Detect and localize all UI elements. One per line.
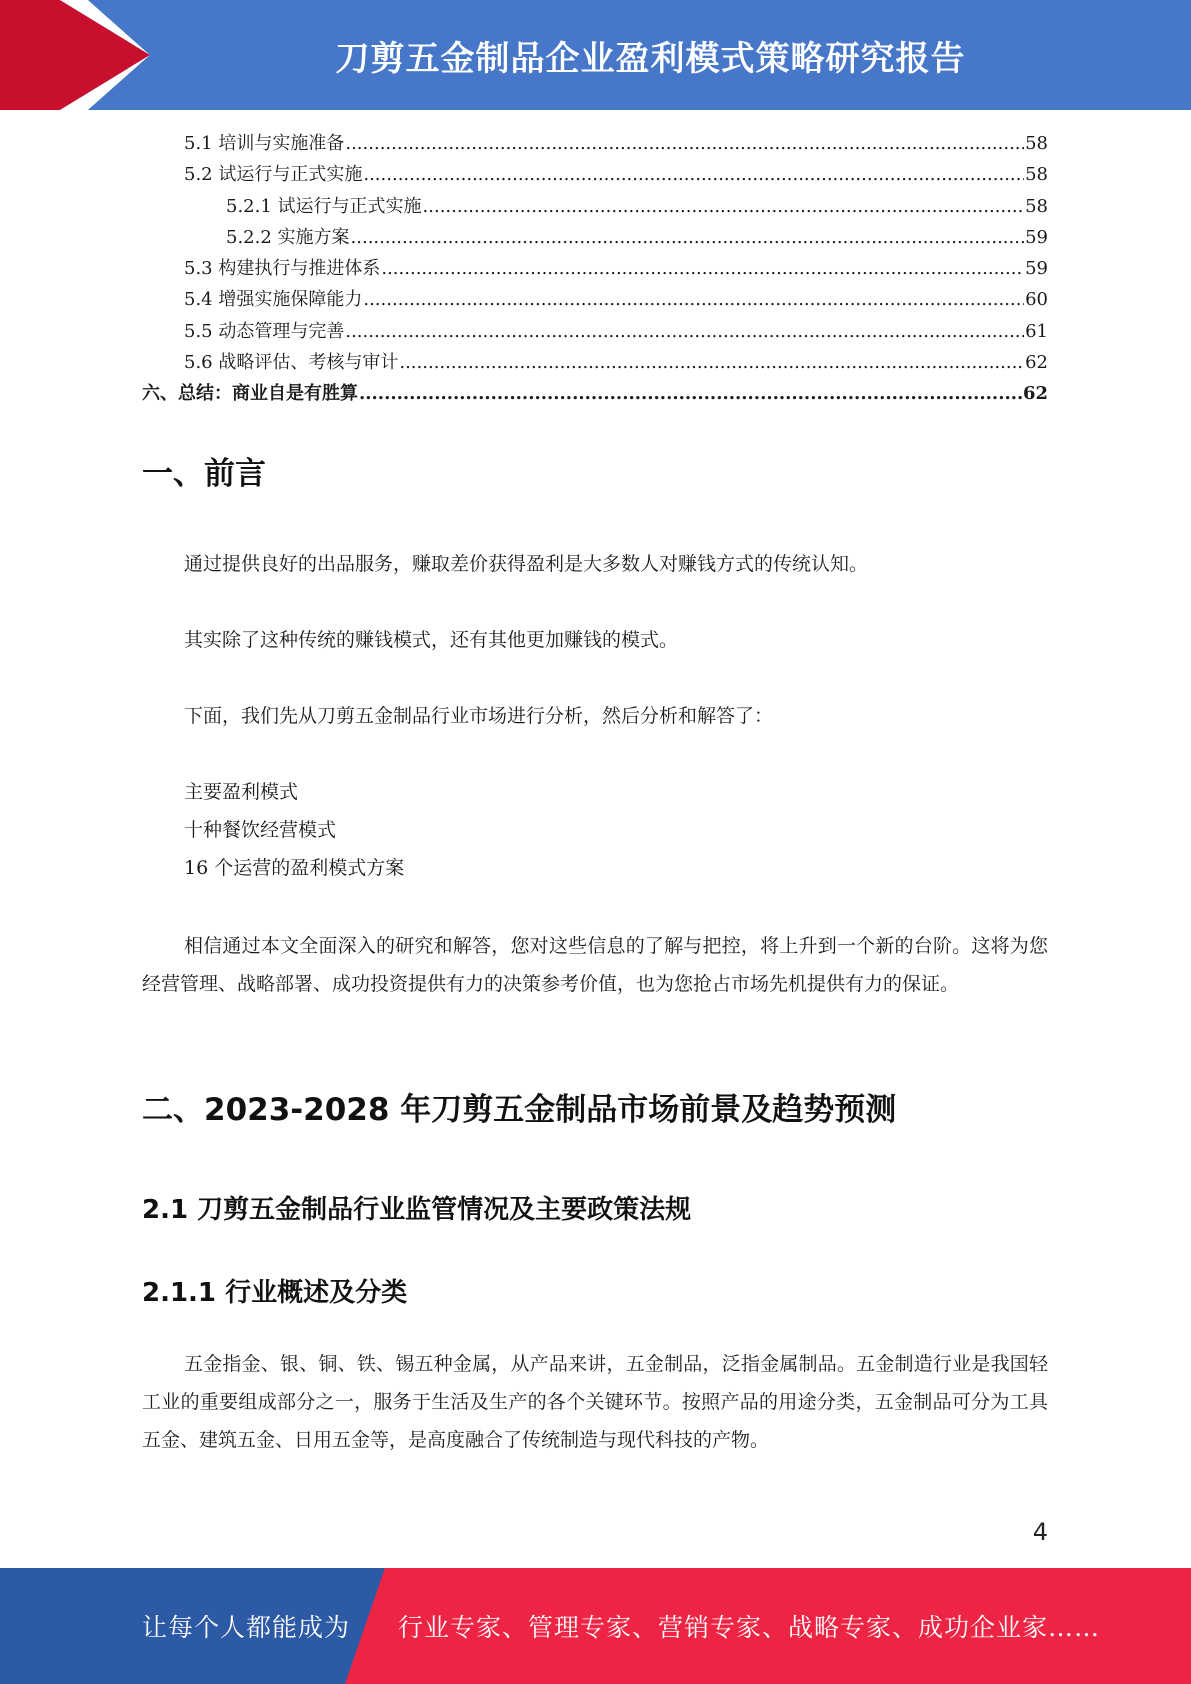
preface-list-item: 16 个运营的盈利模式方案: [184, 857, 405, 879]
toc-entry-label: 5.2.2 实施方案: [226, 226, 350, 248]
toc-entry-page: 60: [1025, 289, 1048, 311]
toc-leader-dots: [351, 222, 1025, 253]
toc-leader-dots: [345, 316, 1024, 347]
toc-entry-label: 5.5 动态管理与完善: [184, 320, 345, 342]
footer-slogan-right: 行业专家、管理专家、营销专家、战略专家、成功企业家……: [398, 1613, 1101, 1642]
toc-entry-label: 六、总结：商业自是有胜算: [142, 383, 358, 405]
toc-entry-label: 5.1 培训与实施准备: [184, 133, 345, 154]
toc-entry[interactable]: [142, 253, 1048, 284]
toc-entry-page: 62: [1025, 352, 1048, 374]
toc-entry[interactable]: [142, 191, 1048, 222]
toc-leader-dots: [345, 128, 1024, 159]
toc-entry-label: 5.2.1 试运行与正式实施: [226, 195, 422, 217]
section-heading-preface: 一、前言: [142, 456, 266, 492]
footer-slogan-left: 让每个人都能成为: [142, 1613, 351, 1642]
toc-leader-dots: [423, 191, 1025, 222]
subsection-heading-regulation: 2.1 刀剪五金制品行业监管情况及主要政策法规: [142, 1195, 692, 1225]
page-number: 4: [1032, 1518, 1048, 1546]
preface-list-item: 十种餐饮经营模式: [184, 819, 337, 841]
toc-leader-dots: [363, 159, 1024, 190]
toc-entry-page: 59: [1025, 258, 1048, 280]
toc-entry[interactable]: [142, 347, 1048, 378]
toc-entry-page: 62: [1022, 383, 1048, 405]
toc-entry[interactable]: [142, 316, 1048, 347]
toc-entry-label: 5.3 构建执行与推进体系: [184, 258, 381, 280]
toc-leader-dots: [359, 378, 1022, 409]
toc-entry[interactable]: [142, 284, 1048, 315]
toc-entry[interactable]: [142, 222, 1048, 253]
preface-paragraph-4: 相信通过本文全面深入的研究和解答，您对这些信息的了解与把控，将上升到一个新的台阶。这将为您经营管理、战略部署、成功投资提供有力的决策参考价值，也为您抢占市场先机提供有力的保证。: [142, 935, 1048, 995]
toc-entry-page: 58: [1025, 133, 1048, 154]
toc-entry-label: 5.4 增强实施保障能力: [184, 289, 363, 311]
toc-leader-dots: [399, 347, 1024, 378]
preface-paragraph-3: 下面，我们先从刀剪五金制品行业市场进行分析，然后分析和解答了：: [184, 705, 774, 727]
subsection-heading-overview: 2.1.1 行业概述及分类: [142, 1278, 408, 1308]
toc-entry[interactable]: [142, 159, 1048, 190]
preface-paragraph-1: 通过提供良好的出品服务，赚取差价获得盈利是大多数人对赚钱方式的传统认知。: [184, 553, 869, 575]
page-footer: [0, 1568, 1191, 1684]
toc-entry-label: 5.2 试运行与正式实施: [184, 164, 363, 186]
toc-entry[interactable]: [142, 378, 1048, 409]
document-title: 刀剪五金制品企业盈利模式策略研究报告: [335, 38, 966, 79]
toc-entry-label: 5.6 战略评估、考核与审计: [184, 352, 399, 374]
page-header: [0, 0, 1191, 110]
preface-list-item: 主要盈利模式: [184, 781, 299, 803]
toc-entry[interactable]: [142, 128, 1048, 159]
section-heading-market-outlook: 二、2023-2028 年刀剪五金制品市场前景及趋势预测: [142, 1092, 897, 1128]
toc-entry-page: 61: [1025, 320, 1048, 342]
toc-entry-page: 58: [1025, 195, 1048, 217]
toc-leader-dots: [381, 253, 1024, 284]
preface-paragraph-2: 其实除了这种传统的赚钱模式，还有其他更加赚钱的模式。: [184, 629, 679, 651]
toc-entry-page: 58: [1025, 164, 1048, 186]
toc-entry-page: 59: [1025, 226, 1048, 248]
toc-leader-dots: [363, 284, 1024, 315]
table-of-contents: [142, 128, 1048, 410]
overview-paragraph: 五金指金、银、铜、铁、锡五种金属，从产品来讲，五金制品，泛指金属制品。五金制造行业是我国轻工业的重要组成部分之一，服务于生活及生产的各个关键环节。按照产品的用途分类，五金制品可分为工具五金、建筑五金、日用五金等，是高度融合了传统制造与现代科技的产物。: [142, 1353, 1048, 1451]
